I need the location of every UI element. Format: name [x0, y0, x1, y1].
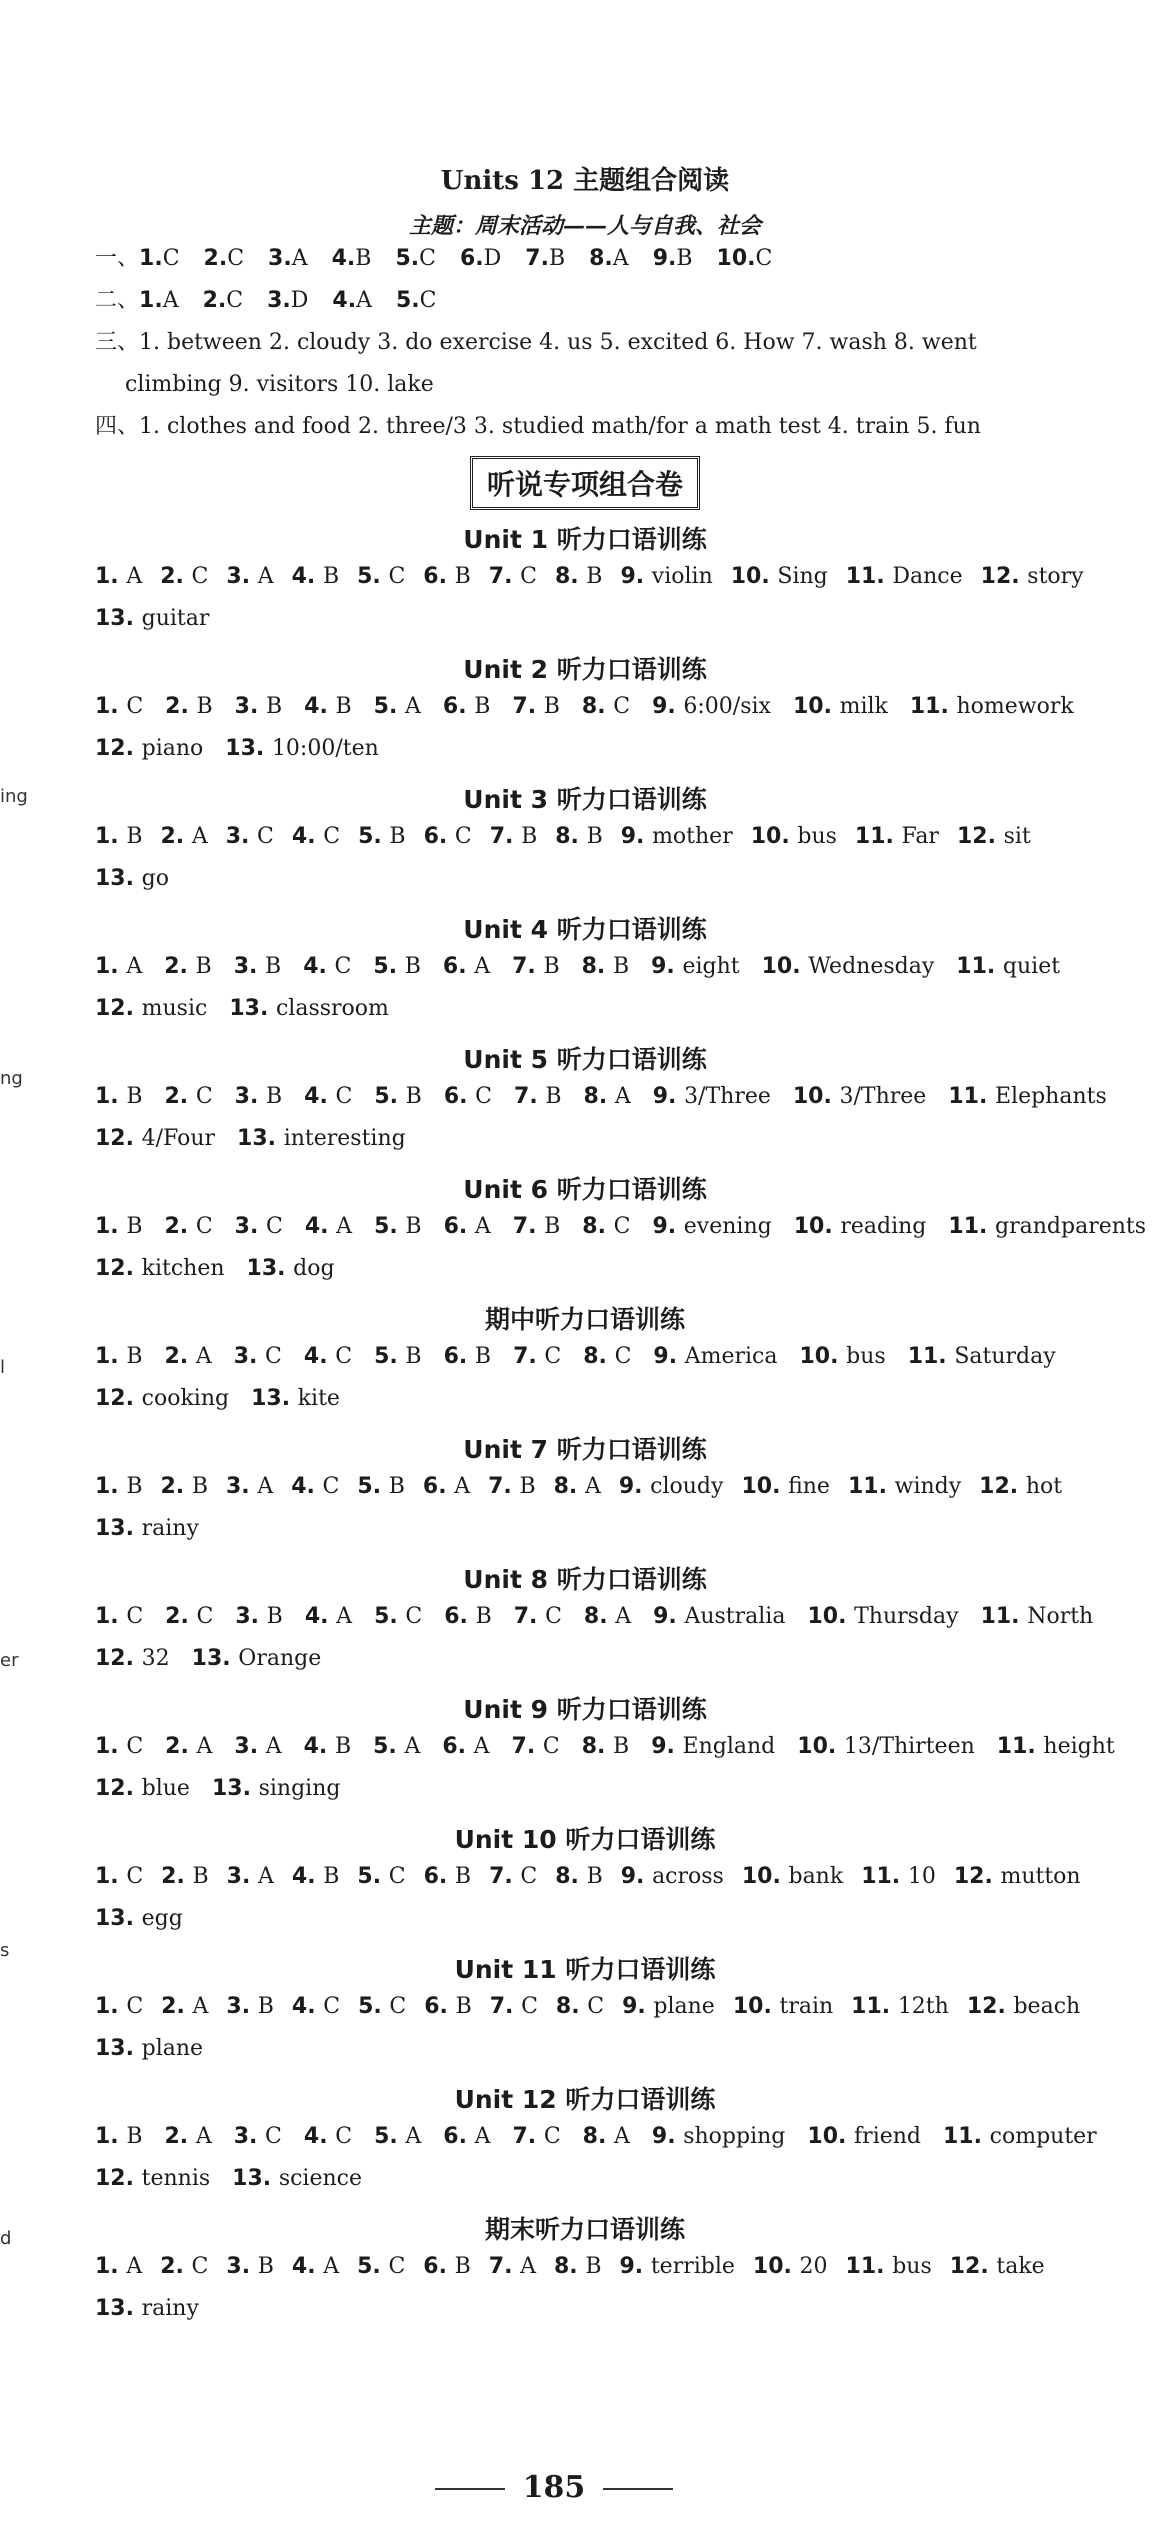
answer-item: 5. B: [374, 1214, 422, 1239]
answer-item: 4. C: [303, 954, 352, 979]
answer-item: 9. eight: [651, 954, 740, 979]
answer-item: 7. C: [488, 564, 537, 589]
answer-item: 13. plane: [95, 2036, 204, 2061]
answer-item: 1. C: [95, 1734, 144, 1759]
answer-item: 5. C: [357, 2254, 406, 2279]
answer-item: 6.D: [459, 246, 502, 271]
answer-item: 1. B: [95, 2124, 143, 2149]
answer-item: 1. B: [95, 824, 143, 849]
answer-item: 10. Thursday: [807, 1604, 959, 1629]
answer-item: 2. C: [164, 1214, 213, 1239]
answer-item: 7. C: [512, 2124, 561, 2149]
answer-item: 8. B: [555, 824, 603, 849]
answer-item: 1. A: [95, 564, 143, 589]
answer-line: [95, 946, 1075, 988]
roman-prefix: 一、: [95, 246, 140, 271]
answer-item: 10. Sing: [730, 564, 828, 589]
answer-item: 7. C: [489, 1864, 538, 1889]
reading-header: [95, 160, 1075, 240]
answer-item: 13. singing: [211, 1776, 341, 1801]
answer-item: 8. B: [581, 954, 630, 979]
answer-line: [95, 598, 1075, 640]
answer-item: 2. A: [164, 2124, 212, 2149]
answer-item: 9. America: [653, 1344, 778, 1369]
section-title: Unit 2 听力口语训练: [463, 655, 707, 684]
answer-item: 2. A: [164, 1344, 212, 1369]
answer-item: 7. B: [512, 1214, 561, 1239]
answer-item: 8. B: [581, 1734, 630, 1759]
answer-item: 6. C: [423, 824, 472, 849]
answer-item: 13. interesting: [237, 1126, 406, 1151]
answer-item: 5. C: [358, 1994, 407, 2019]
answer-item: 2. C: [160, 564, 209, 589]
answer-item: 2. C: [165, 1604, 214, 1629]
answer-item: 5. B: [358, 824, 406, 849]
answer-item: 4. C: [291, 1994, 341, 2019]
answer-item: 5. A: [374, 2124, 422, 2149]
answer-item: 11. bus: [845, 2254, 932, 2279]
answer-line: [95, 1768, 1075, 1810]
answer-item: 3. A: [226, 1474, 274, 1499]
answer-line: [95, 556, 1084, 598]
answer-item: 8. A: [583, 1084, 631, 1109]
answer-line: [95, 2158, 1075, 2200]
answer-item: 10. fine: [741, 1474, 830, 1499]
answer-item: 6. B: [424, 1994, 472, 2019]
reading-row-3: 三、1. between 2. cloudy 3. do exercise 4. us 5. excited 6. How 7. wash 8. went: [95, 330, 977, 355]
section-title: Unit 5 听力口语训练: [463, 1045, 707, 1074]
answer-item: 3. B: [233, 954, 282, 979]
answer-item: 12. tennis: [95, 2166, 211, 2191]
right-dash: [603, 2488, 673, 2490]
answer-item: 4. B: [291, 564, 340, 589]
answer-item: 1. B: [95, 1344, 143, 1369]
answer-item: 4.B: [331, 246, 372, 271]
answer-item: 5. B: [373, 954, 421, 979]
answer-line: [95, 1206, 1147, 1248]
answer-item: 7. A: [488, 2254, 536, 2279]
answer-line: [95, 1726, 1115, 1768]
answer-item: 3. C: [225, 824, 274, 849]
answer-item: 1. A: [95, 954, 143, 979]
answer-item: 13. rainy: [95, 2296, 199, 2321]
answer-item: 1.A: [139, 288, 179, 313]
reading-row-3-cont: climbing 9. visitors 10. lake: [125, 372, 434, 397]
answer-item: 8. C: [582, 1214, 631, 1239]
edge-fragment: d: [0, 2228, 12, 2249]
answer-item: 7. C: [513, 1604, 562, 1629]
left-dash: [435, 2488, 505, 2490]
answer-item: 2.C: [202, 288, 244, 313]
listening-section: [95, 650, 1075, 770]
special-section-title: 听说专项组合卷: [470, 456, 700, 510]
section-title: Unit 1 听力口语训练: [463, 525, 707, 554]
page-number: [0, 2470, 1108, 2505]
answer-item: 12. take: [949, 2254, 1045, 2279]
answer-item: 12. kitchen: [95, 1256, 225, 1281]
section-title: 期中听力口语训练: [484, 1305, 685, 1334]
answer-item: 11. North: [980, 1604, 1094, 1629]
page-title: Units 12 主题组合阅读: [440, 166, 730, 196]
answer-item: 10. 3/Three: [792, 1084, 927, 1109]
answer-item: 9. across: [620, 1864, 724, 1889]
answer-item: 4. C: [303, 2124, 353, 2149]
answer-item: 11. 12th: [851, 1994, 949, 2019]
section-title: Unit 10 听力口语训练: [454, 1825, 716, 1854]
answer-item: 8. B: [554, 2254, 602, 2279]
answer-item: 6. B: [442, 694, 491, 719]
section-title: Unit 9 听力口语训练: [463, 1695, 707, 1724]
answer-item: 2. A: [161, 1994, 209, 2019]
answer-item: 1. B: [95, 1474, 143, 1499]
answer-item: 8. A: [582, 2124, 630, 2149]
answer-item: 10. reading: [793, 1214, 927, 1239]
listening-section: [95, 1690, 1115, 1810]
answer-line: [95, 2116, 1097, 2158]
answer-item: 9. Australia: [653, 1604, 786, 1629]
answer-item: 6. B: [443, 1344, 492, 1369]
answer-item: 13. rainy: [95, 1516, 199, 1541]
answer-item: 5. C: [374, 1604, 423, 1629]
answer-item: 9. mother: [620, 824, 733, 849]
answer-item: 6. A: [443, 2124, 491, 2149]
answer-item: 9. terrible: [619, 2254, 735, 2279]
listening-section: [95, 520, 1084, 640]
theme-line: 主题：周末活动——人与自我、社会: [408, 213, 761, 239]
listening-section: [95, 1040, 1107, 1160]
answer-item: 11. quiet: [956, 954, 1061, 979]
reading-row-2: [95, 280, 1075, 322]
answer-item: 3. B: [226, 2254, 274, 2279]
answer-item: 12. 4/Four: [95, 1126, 216, 1151]
answer-item: 2. B: [165, 694, 213, 719]
answer-item: 9. 6:00/six: [652, 694, 771, 719]
answer-item: 1.C: [139, 246, 180, 271]
answer-item: 3. C: [234, 1214, 283, 1239]
answer-item: 11. height: [996, 1734, 1115, 1759]
listening-section: [95, 1170, 1147, 1290]
section-title: Unit 11 听力口语训练: [454, 1955, 716, 1984]
answer-item: 9. violin: [620, 564, 713, 589]
answer-item: 5. A: [373, 1734, 421, 1759]
special-title-wrap: [95, 456, 1075, 510]
answer-item: 9. England: [651, 1734, 776, 1759]
answer-item: 12. mutton: [953, 1864, 1081, 1889]
answer-item: 13. guitar: [95, 606, 210, 631]
answer-item: 5. C: [357, 1864, 406, 1889]
answer-item: 12. music: [95, 996, 208, 1021]
section-title: 期末听力口语训练: [484, 2215, 685, 2244]
answer-item: 8. B: [554, 564, 603, 589]
answer-item: 12. piano: [95, 736, 204, 761]
answer-item: 4. A: [304, 1604, 353, 1629]
answer-item: 7.B: [525, 246, 566, 271]
answer-item: 11. windy: [847, 1474, 962, 1499]
answer-item: 9. plane: [622, 1994, 715, 2019]
answer-item: 4. A: [304, 1214, 353, 1239]
answer-item: 3. B: [234, 1084, 283, 1109]
answer-item: 10. bus: [799, 1344, 886, 1369]
answer-item: 13. Orange: [191, 1646, 322, 1671]
answer-item: 1. C: [95, 1994, 144, 2019]
answer-line: [95, 728, 1075, 770]
answer-item: 4. A: [291, 2254, 340, 2279]
answer-item: 3. B: [235, 1604, 283, 1629]
answer-item: 10.C: [716, 246, 773, 271]
answer-item: 2. A: [165, 1734, 213, 1759]
answer-item: 9. cloudy: [618, 1474, 724, 1499]
answer-item: 11. grandparents: [948, 1214, 1147, 1239]
answer-line: [95, 1638, 1075, 1680]
answer-line: [95, 988, 1075, 1030]
answer-line: [95, 1076, 1107, 1118]
listening-section: [95, 1300, 1075, 1420]
answer-item: 3. B: [226, 1994, 274, 2019]
answer-item: 5. B: [374, 1084, 422, 1109]
answer-item: 11. Dance: [845, 564, 963, 589]
section-title: Unit 6 听力口语训练: [463, 1175, 707, 1204]
answer-item: 1. B: [95, 1084, 143, 1109]
answer-item: 4. C: [291, 1474, 340, 1499]
answer-item: 13. kite: [251, 1386, 340, 1411]
answer-item: 7. C: [511, 1734, 560, 1759]
answer-item: 6. A: [442, 1734, 490, 1759]
answer-line: [95, 2246, 1075, 2288]
answer-item: 12. hot: [979, 1474, 1063, 1499]
answer-item: 2.C: [203, 246, 245, 271]
answer-item: 12. cooking: [95, 1386, 230, 1411]
answer-item: 7. B: [514, 1084, 562, 1109]
answer-item: 13. egg: [95, 1906, 183, 1931]
answer-item: 6. B: [423, 2254, 471, 2279]
answer-item: 4. B: [291, 1864, 340, 1889]
answer-item: 10. friend: [807, 2124, 921, 2149]
answer-item: 9. 3/Three: [652, 1084, 771, 1109]
answer-item: 12. 32: [95, 1646, 170, 1671]
answer-item: 12. story: [980, 564, 1084, 589]
answer-line: [95, 686, 1075, 728]
section-title: Unit 7 听力口语训练: [463, 1435, 707, 1464]
answer-line: [95, 1118, 1075, 1160]
answer-item: 1. C: [95, 1604, 144, 1629]
answer-item: 10. milk: [792, 694, 888, 719]
answer-item: 8. A: [583, 1604, 632, 1629]
answer-item: 1. A: [95, 2254, 143, 2279]
answer-line: [95, 1466, 1075, 1508]
answer-item: 3. C: [233, 2124, 282, 2149]
answer-item: 6. A: [443, 1214, 491, 1239]
answer-item: 1. C: [95, 694, 144, 719]
answer-item: 8. C: [555, 1994, 605, 2019]
answer-item: 2. B: [164, 954, 212, 979]
answer-item: 6. C: [443, 1084, 493, 1109]
answer-item: 6. A: [422, 1474, 471, 1499]
answer-item: 5. B: [357, 1474, 405, 1499]
answer-item: 3. A: [226, 1864, 274, 1889]
edge-fragment: er: [0, 1650, 19, 1671]
answer-item: 7. B: [512, 954, 560, 979]
answer-item: 11. computer: [943, 2124, 1097, 2149]
answer-line: [95, 1986, 1081, 2028]
answer-line: [95, 816, 1075, 858]
listening-section: [95, 780, 1075, 900]
answer-item: 12. beach: [966, 1994, 1081, 2019]
answer-line: [95, 858, 1075, 900]
answer-item: 2. B: [160, 1474, 208, 1499]
answer-item: 4. B: [304, 694, 352, 719]
section-title: Unit 4 听力口语训练: [463, 915, 707, 944]
answer-item: 8. B: [555, 1864, 603, 1889]
answer-item: 13. dog: [246, 1256, 335, 1281]
listening-section: [95, 1430, 1075, 1550]
answer-item: 9.B: [652, 246, 693, 271]
answer-item: 7. B: [512, 694, 560, 719]
answer-item: 5.C: [395, 246, 436, 271]
answer-item: 11. 10: [861, 1864, 936, 1889]
listening-section: [95, 2210, 1075, 2330]
answer-line: [95, 2028, 1075, 2070]
answer-line: [95, 1596, 1094, 1638]
answer-item: 4.A: [332, 288, 372, 313]
answer-line: [95, 1856, 1081, 1898]
edge-fragment: ng: [0, 1068, 23, 1089]
answer-item: 3. B: [234, 694, 283, 719]
answer-line: [95, 2288, 1075, 2330]
answer-item: 8. A: [553, 1474, 601, 1499]
reading-answers: [95, 238, 1075, 448]
section-title: Unit 8 听力口语训练: [463, 1565, 707, 1594]
answer-item: 7. C: [513, 1344, 562, 1369]
answer-item: 4. B: [303, 1734, 352, 1759]
answer-item: 10. 20: [752, 2254, 828, 2279]
listening-section: [95, 910, 1075, 1030]
answer-item: 5.C: [395, 288, 437, 313]
edge-fragment: s: [0, 1940, 10, 1961]
answer-item: 2. C: [164, 1084, 213, 1109]
answer-item: 2. B: [161, 1864, 209, 1889]
answer-item: 10. train: [732, 1994, 834, 2019]
answer-item: 12. sit: [956, 824, 1031, 849]
page-number-text: 185: [522, 2470, 586, 2505]
answer-line: [95, 1508, 1075, 1550]
answer-item: 11. Elephants: [948, 1084, 1107, 1109]
answer-item: 13. science: [232, 2166, 362, 2191]
answer-item: 4. C: [291, 824, 341, 849]
answer-item: 4. C: [304, 1084, 353, 1109]
answer-item: 13. 10:00/ten: [225, 736, 379, 761]
answer-item: 5. B: [374, 1344, 422, 1369]
answer-item: 7. B: [488, 1474, 536, 1499]
roman-prefix: 二、: [95, 288, 140, 313]
answer-item: 3. A: [226, 564, 274, 589]
answer-item: 3.A: [268, 246, 308, 271]
answer-item: 1. C: [95, 1864, 144, 1889]
answer-item: 12. blue: [95, 1776, 190, 1801]
answer-item: 6. B: [444, 1604, 492, 1629]
answer-item: 8. C: [581, 694, 631, 719]
answer-item: 2. C: [160, 2254, 209, 2279]
answer-line: [95, 1378, 1075, 1420]
answer-item: 10. Wednesday: [761, 954, 935, 979]
section-title: Unit 3 听力口语训练: [463, 785, 707, 814]
answer-item: 7. C: [489, 1994, 538, 2019]
answer-item: 3. A: [234, 1734, 282, 1759]
answer-item: 4. C: [303, 1344, 353, 1369]
answer-item: 13. classroom: [229, 996, 389, 1021]
answer-item: 13. go: [95, 866, 169, 891]
answer-item: 10. 13/Thirteen: [797, 1734, 975, 1759]
answer-item: 6. A: [442, 954, 491, 979]
listening-section: [95, 2080, 1097, 2200]
answer-item: 7. B: [489, 824, 538, 849]
edge-fragment: ing: [0, 786, 28, 807]
answer-item: 10. bus: [750, 824, 837, 849]
listening-section: [95, 1950, 1081, 2070]
answer-item: 3.D: [267, 288, 309, 313]
section-title: Unit 12 听力口语训练: [454, 2085, 716, 2114]
answer-item: 6. B: [423, 564, 471, 589]
answer-item: 11. Far: [854, 824, 939, 849]
reading-row-1: [95, 238, 1075, 280]
edge-fragment: l: [0, 1357, 6, 1378]
listening-section: [95, 1820, 1081, 1940]
answer-line: [95, 1336, 1075, 1378]
answer-item: 9. shopping: [651, 2124, 786, 2149]
answer-item: 2. A: [160, 824, 208, 849]
reading-row-4: 四、1. clothes and food 2. three/3 3. studied math/for a math test 4. train 5. fun: [95, 414, 981, 439]
answer-item: 11. Saturday: [907, 1344, 1056, 1369]
answer-item: 5. C: [357, 564, 406, 589]
answer-item: 5. A: [373, 694, 421, 719]
answer-line: [95, 1898, 1075, 1940]
answer-item: 8.A: [589, 246, 629, 271]
listening-section: [95, 1560, 1094, 1680]
answer-item: 11. homework: [909, 694, 1074, 719]
answer-item: 9. evening: [652, 1214, 772, 1239]
answer-line: [95, 1248, 1075, 1290]
answer-item: 3. C: [233, 1344, 282, 1369]
answer-item: 1. B: [95, 1214, 143, 1239]
answer-item: 6. B: [423, 1864, 472, 1889]
answer-item: 10. bank: [741, 1864, 844, 1889]
answer-item: 8. C: [583, 1344, 632, 1369]
